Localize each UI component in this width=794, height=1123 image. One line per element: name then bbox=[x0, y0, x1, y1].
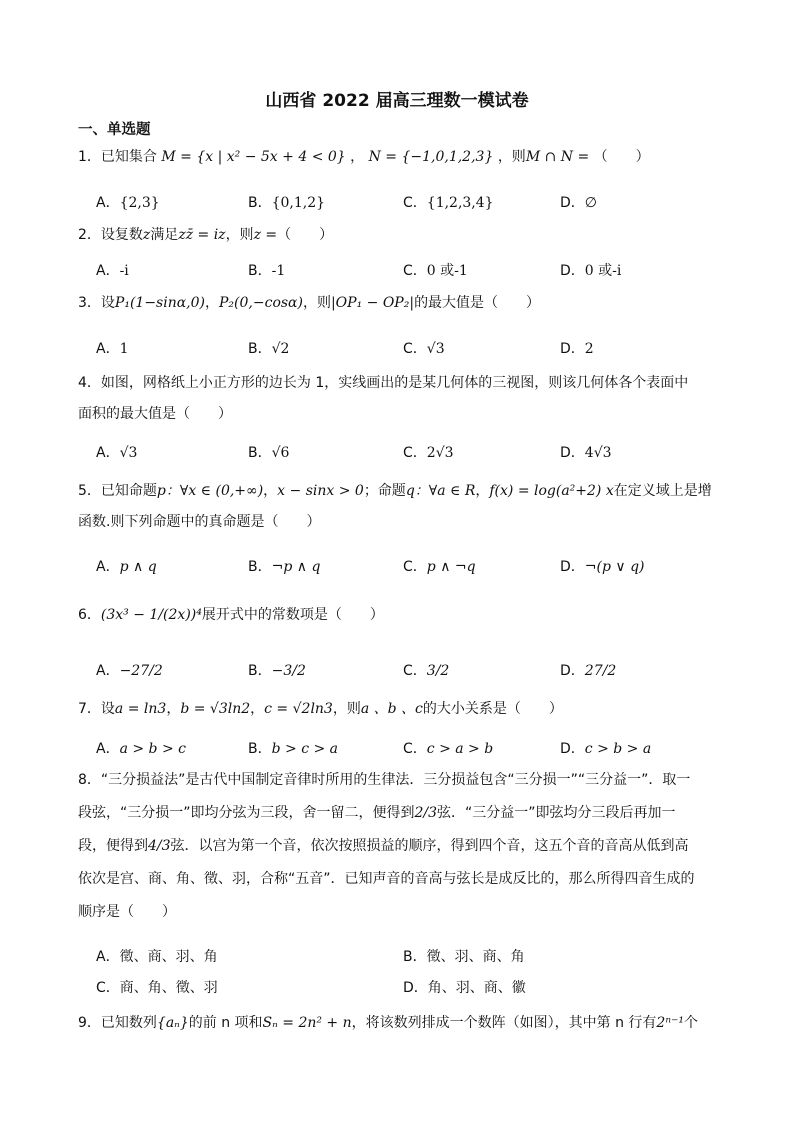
fraction-two-thirds: 2/3 bbox=[414, 805, 438, 821]
q6-option-b[interactable]: B．−3/2 bbox=[248, 663, 306, 679]
section-heading: 一、单选题 bbox=[78, 122, 151, 138]
q2-option-b[interactable]: B．-1 bbox=[248, 263, 286, 279]
q2-option-d[interactable]: D．0 或-i bbox=[560, 263, 622, 279]
q3-option-c[interactable]: C．√3 bbox=[403, 341, 445, 357]
q1-option-c[interactable]: C．{1,2,3,4} bbox=[403, 195, 494, 211]
question-9: 9．已知数列{aₙ}的前 n 项和Sₙ = 2n² + n，将该数列排成一个数阵（如图），其中第 n 行有2ⁿ⁻¹个 bbox=[78, 1015, 699, 1031]
set-n-expression: N = {−1,0,1,2,3} bbox=[368, 149, 494, 165]
question-6: 6．(3x³ − 1/(2x))⁴展开式中的常数项是（ ） bbox=[78, 607, 384, 623]
q7-option-a[interactable]: A．a > b > c bbox=[96, 741, 186, 757]
q3-option-b[interactable]: B．√2 bbox=[248, 341, 290, 357]
q5-option-c[interactable]: C．p ∧ ¬q bbox=[403, 559, 476, 575]
q5-option-a[interactable]: A．p ∧ q bbox=[96, 559, 157, 575]
q8-option-c[interactable]: C．商、角、徵、羽 bbox=[96, 980, 218, 996]
vector-difference-expression: |OP₁ − OP₂| bbox=[330, 295, 415, 311]
q7-option-d[interactable]: D．c > b > a bbox=[560, 741, 652, 757]
question-1: 1．已知集合 M = {x | x² − 5x + 4 < 0} ， N = {−1,0,1,2,3} ，则M ∩ N = （ ） bbox=[78, 149, 650, 165]
set-m-expression: M = {x | x² − 5x + 4 < 0} bbox=[161, 149, 346, 165]
q8-option-a[interactable]: A．徵、商、羽、角 bbox=[96, 949, 218, 965]
binomial-expression: (3x³ − 1/(2x))⁴ bbox=[100, 607, 202, 623]
q7-option-c[interactable]: C．c > a > b bbox=[403, 741, 494, 757]
fraction-four-thirds: 4/3 bbox=[148, 838, 171, 854]
question-7: 7．设a = ln3，b = √3ln2，c = √2ln3，则a 、b 、c的大小关系是（ ） bbox=[78, 701, 563, 717]
q1-option-b[interactable]: B．{0,1,2} bbox=[248, 195, 326, 211]
q3-option-d[interactable]: D．2 bbox=[560, 341, 594, 357]
question-3: 3．设P₁(1−sinα,0)，P₂(0,−cosα)，则|OP₁ − OP₂|的最大值是（ ） bbox=[78, 295, 541, 311]
q1-option-d[interactable]: D．∅ bbox=[560, 195, 597, 211]
q4-option-b[interactable]: B．√6 bbox=[248, 445, 290, 461]
question-5: 5．已知命题p：∀x ∈ (0,+∞)，x − sinx > 0；命题q：∀a ∈ R，f(x) = log(a²+2) x在定义域上是增 函数.则下列命题中的真命题是（ ） bbox=[78, 483, 712, 530]
q6-option-c[interactable]: C．3/2 bbox=[403, 663, 450, 679]
question-8: 8．“三分损益法”是古代中国制定音律时所用的生律法．三分损益包含“三分损一”“三分益一”．取一 段弦，“三分损一”即均分弦为三段，舍一留二，便得到2/3弦．“三分益一”即弦均分三段后再加一 段，便得到4/3弦．以宫为第一个音，依次按照损益的顺序，得到四个音，这五个音的音高从低到高 依次是宫、商、角、徵、羽，合称“五音”．已知声音的音高与弦长是成反比的，那么所得四音生成的 顺序是（ ） bbox=[78, 772, 695, 920]
q4-option-c[interactable]: C．2√3 bbox=[403, 445, 454, 461]
q8-option-d[interactable]: D．角、羽、商、徽 bbox=[403, 980, 526, 996]
q7-option-b[interactable]: B．b > c > a bbox=[248, 741, 339, 757]
q3-option-a[interactable]: A．1 bbox=[96, 341, 129, 357]
q4-option-a[interactable]: A．√3 bbox=[96, 445, 138, 461]
q8-option-b[interactable]: B．徵、羽、商、角 bbox=[403, 949, 525, 965]
q5-option-b[interactable]: B．¬p ∧ q bbox=[248, 559, 321, 575]
q2-option-c[interactable]: C．0 或-1 bbox=[403, 263, 468, 279]
q5-option-d[interactable]: D．¬(p ∨ q) bbox=[560, 559, 645, 575]
q1-option-a[interactable]: A．{2,3} bbox=[96, 195, 160, 211]
question-4: 4．如图，网格纸上小正方形的边长为 1，实线画出的是某几何体的三视图，则该几何体各个表面中 面积的最大值是（ ） bbox=[78, 375, 689, 422]
q6-option-a[interactable]: A．−27/2 bbox=[96, 663, 163, 679]
exam-title: 山西省 2022 届高三理数一模试卷 bbox=[265, 91, 529, 111]
question-2: 2．设复数z满足zz̄ = iz，则z =（ ） bbox=[78, 227, 334, 243]
q4-option-d[interactable]: D．4√3 bbox=[560, 445, 612, 461]
q2-option-a[interactable]: A．-i bbox=[96, 263, 129, 279]
q6-option-d[interactable]: D．27/2 bbox=[560, 663, 617, 679]
